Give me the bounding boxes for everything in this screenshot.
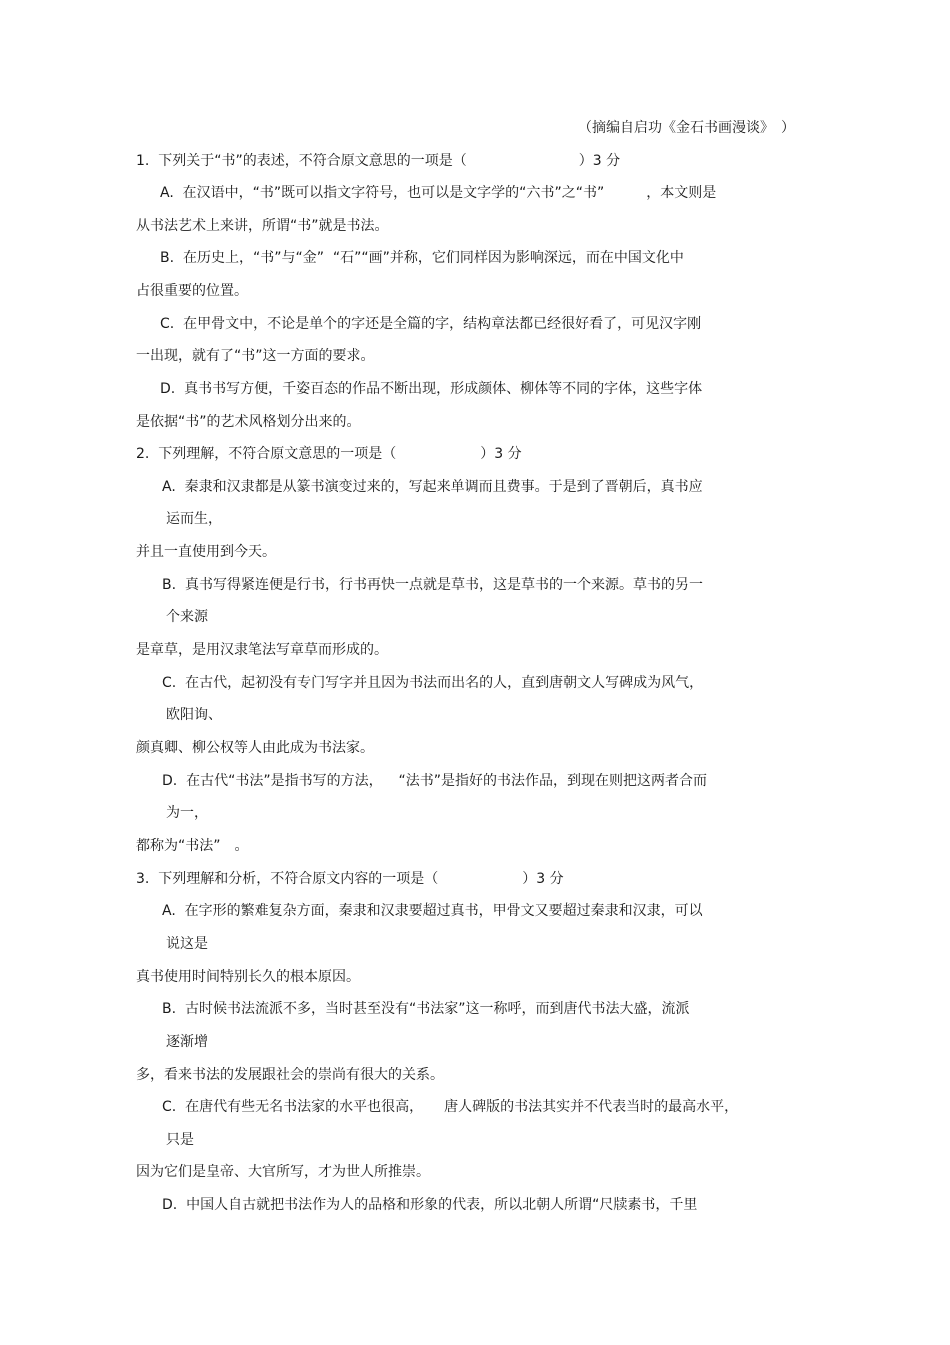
- question-2-option-d-cont: 都称为“书法” 。: [136, 838, 249, 854]
- question-3-option-c-cont: 只是: [166, 1132, 194, 1148]
- question-1-option-b-cont: 占很重要的位置。: [136, 283, 248, 299]
- question-3-option-b-cont: 逐渐增: [166, 1034, 208, 1050]
- question-3-option-a-cont: 说这是: [166, 936, 208, 952]
- question-2-option-a-cont: 运而生，: [166, 511, 222, 527]
- question-1-option-a: A. 在汉语中，“书”既可以指文字符号，也可以是文字学的“六书”之“书” ，本文则是: [160, 185, 717, 201]
- question-2-option-b: B. 真书写得紧连便是行书，行书再快一点就是草书，这是草书的一个来源。草书的另一: [162, 577, 703, 593]
- question-1-option-d-cont: 是依据“书”的艺术风格划分出来的。: [136, 414, 361, 430]
- question-2-option-b-cont: 个来源: [166, 609, 208, 625]
- question-2-option-c-cont: 颜真卿、柳公权等人由此成为书法家。: [136, 740, 374, 756]
- question-3-option-c-cont: 因为它们是皇帝、大官所写，才为世人所推崇。: [136, 1164, 430, 1180]
- question-3-option-a-cont: 真书使用时间特别长久的根本原因。: [136, 969, 360, 985]
- question-3-option-b: B. 古时候书法流派不多，当时甚至没有“书法家”这一称呼，而到唐代书法大盛，流派: [162, 1001, 690, 1017]
- question-2-option-d-cont: 为一，: [166, 805, 208, 821]
- question-3-option-c: C. 在唐代有些无名书法家的水平也很高， 唐人碑版的书法其实并不代表当时的最高水平，: [162, 1099, 739, 1115]
- question-1-stem: 1. 下列关于“书”的表述，不符合原文意思的一项是（ ）3 分: [136, 153, 621, 169]
- source-citation: （摘编自启功《金石书画漫谈》 ）: [578, 120, 795, 136]
- question-2-stem: 2. 下列理解，不符合原文意思的一项是（ ）3 分: [136, 446, 522, 462]
- question-1-option-b: B. 在历史上，“书”与“金” “石”“画”并称，它们同样因为影响深远，而在中国文化中: [160, 250, 684, 266]
- question-2-option-b-cont: 是章草，是用汉隶笔法写章草而形成的。: [136, 642, 388, 658]
- question-1-option-c: C. 在甲骨文中，不论是单个的字还是全篇的字，结构章法都已经很好看了，可见汉字刚: [160, 316, 702, 332]
- question-1-option-c-cont: 一出现，就有了“书”这一方面的要求。: [136, 348, 375, 364]
- question-1-option-d: D. 真书书写方便，千姿百态的作品不断出现，形成颜体、柳体等不同的字体，这些字体: [160, 381, 703, 397]
- question-2-option-d: D. 在古代“书法”是指书写的方法， “法书”是指好的书法作品，到现在则把这两者合而: [162, 773, 708, 789]
- question-2-option-a-cont: 并且一直使用到今天。: [136, 544, 276, 560]
- question-2-option-c: C. 在古代，起初没有专门写字并且因为书法而出名的人，直到唐朝文人写碑成为风气，: [162, 675, 704, 691]
- question-1-option-a-cont: 从书法艺术上来讲，所谓“书”就是书法。: [136, 218, 389, 234]
- question-3-stem: 3. 下列理解和分析，不符合原文内容的一项是（ ）3 分: [136, 871, 564, 887]
- question-3-option-b-cont: 多，看来书法的发展跟社会的崇尚有很大的关系。: [136, 1067, 444, 1083]
- question-3-option-a: A. 在字形的繁难复杂方面，秦隶和汉隶要超过真书，甲骨文又要超过秦隶和汉隶，可以: [162, 903, 703, 919]
- question-2-option-c-cont: 欧阳询、: [166, 707, 222, 723]
- question-2-option-a: A. 秦隶和汉隶都是从篆书演变过来的，写起来单调而且费事。于是到了晋朝后，真书应: [162, 479, 703, 495]
- question-3-option-d: D. 中国人自古就把书法作为人的品格和形象的代表，所以北朝人所谓“尺牍素书，千里: [162, 1197, 698, 1213]
